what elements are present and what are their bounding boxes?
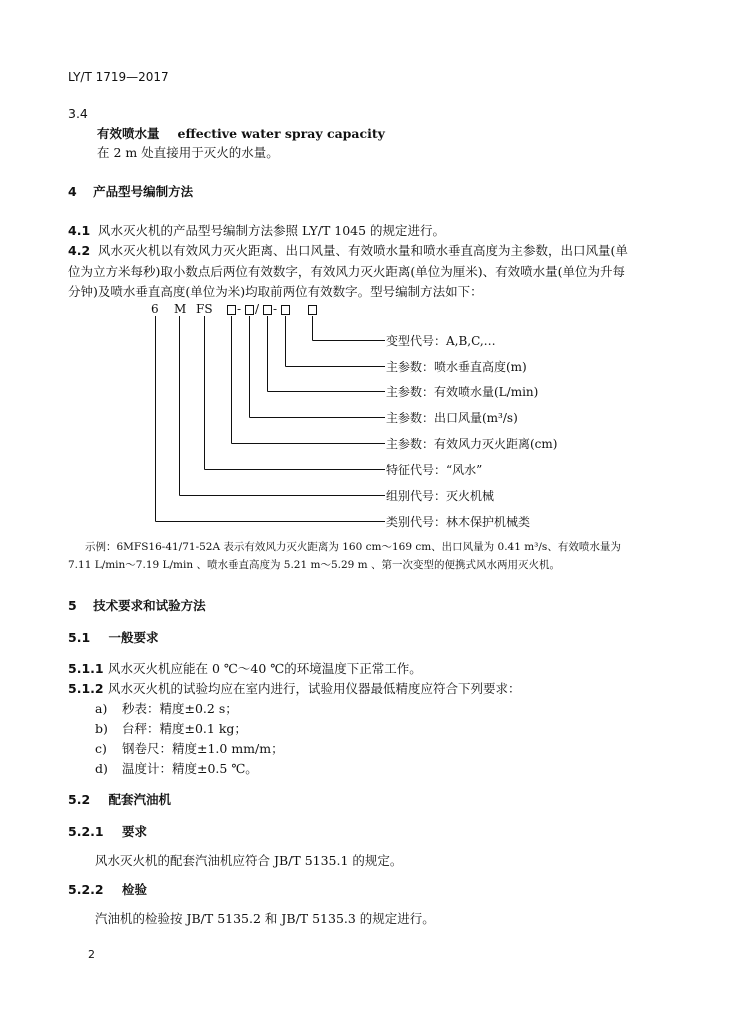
list-item — [95, 739, 284, 757]
clause-4-1-number: 4.1 — [68, 223, 91, 238]
list-item-marker: c) — [95, 741, 107, 756]
clause-5-2-2-title: 检验 — [121, 882, 147, 897]
code-feature: FS — [196, 302, 213, 316]
clause-5-2-number: 5.2 — [68, 792, 91, 807]
clause-4-1-text: 风水灭火机的产品型号编制方法参照 LY/T 1045 的规定进行。 — [98, 223, 446, 238]
list-item — [95, 759, 258, 777]
clause-5-2-heading — [68, 790, 171, 808]
label-wind-distance: 主参数：有效风力灭火距离(cm) — [386, 437, 558, 451]
section-5-heading — [68, 596, 206, 614]
list-item-text: 秒表：精度±0.2 s； — [122, 701, 238, 716]
clause-5-1-2-number: 5.1.2 — [68, 681, 104, 696]
label-category-code: 类别代号：林木保护机械类 — [386, 515, 531, 529]
label-water-capacity: 主参数：有效喷水量(L/min) — [386, 385, 539, 399]
label-spray-height: 主参数：喷水垂直高度(m) — [386, 360, 527, 374]
label-variant-code: 变型代号：A,B,C,… — [386, 334, 496, 348]
clause-5-2-1-number: 5.2.1 — [68, 824, 104, 839]
clause-5-1-heading — [68, 628, 159, 646]
list-item-marker: d) — [95, 761, 108, 776]
clause-5-1-1-number: 5.1.1 — [68, 661, 104, 676]
list-item — [95, 699, 238, 717]
document-header: LY/T 1719—2017 — [68, 70, 169, 84]
clause-5-1-number: 5.1 — [68, 630, 91, 645]
code-group: M — [174, 302, 187, 316]
separator-dash-1: - — [237, 302, 242, 316]
list-item-text: 钢卷尺：精度±1.0 mm/m； — [122, 741, 284, 756]
label-feature-code: 特征代号：“风水” — [386, 463, 483, 477]
clause-4-2-number: 4.2 — [68, 243, 91, 258]
example-line-2: 7.11 L/min～7.19 L/min 、喷水垂直高度为 5.21 m～5.29 m 、第一次变型的便携式风水两用灭火机。 — [68, 559, 560, 571]
section-4-title: 产品型号编制方法 — [93, 184, 194, 199]
page-number: 2 — [88, 948, 95, 961]
clause-5-2-2-heading — [68, 880, 147, 898]
section-5-number: 5 — [68, 598, 77, 613]
list-item-marker: a) — [95, 701, 108, 716]
clause-5-1-2-text: 风水灭火机的试验均应在室内进行，试验用仪器最低精度应符合下列要求： — [108, 681, 521, 696]
term-chinese: 有效喷水量 — [97, 126, 160, 141]
clause-5-2-1-heading — [68, 822, 147, 840]
clause-4-2-line-1: 风水灭火机以有效风力灭火距离、出口风量、有效喷水量和喷水垂直高度为主参数，出口风量(单 — [98, 243, 628, 258]
clause-5-2-title: 配套汽油机 — [108, 792, 172, 807]
term-english: effective water spray capacity — [177, 126, 385, 141]
clause-5-2-2-number: 5.2.2 — [68, 882, 104, 897]
clause-4-2-line-2: 位为立方米每秒)取小数点后两位有效数字，有效风力灭火距离(单位为厘米)、有效喷水量(单位为升每 — [68, 264, 626, 279]
section-5-title: 技术要求和试验方法 — [93, 598, 206, 613]
clause-5-2-1-text: 风水灭火机的配套汽油机应符合 JB/T 5135.1 的规定。 — [95, 853, 403, 868]
clause-5-1-title: 一般要求 — [108, 630, 159, 645]
example-line-1: 示例：6MFS16-41/71-52A 表示有效风力灭火距离为 160 cm～169 cm、出口风量为 0.41 m³/s、有效喷水量为 — [85, 541, 621, 553]
label-outlet-airflow: 主参数：出口风量(m³/s) — [386, 411, 518, 425]
separator-slash: / — [255, 302, 260, 316]
clause-4-2-line-3: 分钟)及喷水垂直高度(单位为米)均取前两位有效数字。型号编制方法如下： — [68, 284, 483, 299]
list-item — [95, 719, 247, 737]
clause-5-1-1-text: 风水灭火机应能在 0 ℃～40 ℃的环境温度下正常工作。 — [108, 661, 422, 676]
clause-5-2-1-title: 要求 — [121, 824, 147, 839]
clause-5-1-2 — [68, 679, 521, 697]
clause-3-4-number: 3.4 — [68, 106, 88, 121]
list-item-marker: b) — [95, 721, 108, 736]
clause-5-2-2-text: 汽油机的检验按 JB/T 5135.2 和 JB/T 5135.3 的规定进行。 — [95, 911, 435, 926]
label-group-code: 组别代号：灭火机械 — [386, 489, 495, 503]
list-item-text: 台秤：精度±0.1 kg； — [122, 721, 247, 736]
code-category: 6 — [151, 302, 159, 316]
term-definition: 在 2 m 处直接用于灭火的水量。 — [97, 145, 279, 160]
clause-5-1-1 — [68, 659, 422, 677]
list-item-text: 温度计：精度±0.5 ℃。 — [122, 761, 258, 776]
separator-dash-2: - — [273, 302, 278, 316]
section-4-number: 4 — [68, 184, 77, 199]
